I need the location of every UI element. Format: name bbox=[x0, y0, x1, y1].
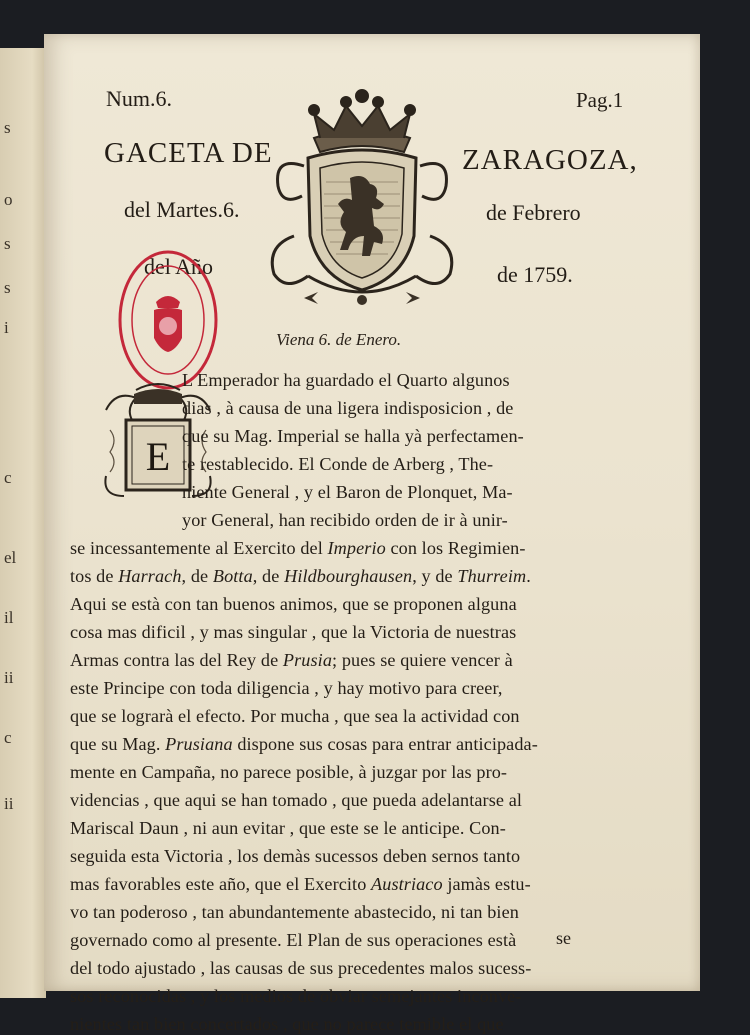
article-line bbox=[182, 482, 513, 503]
article-line bbox=[70, 930, 516, 951]
line-text: videncias , que aqui se han tomado , que pueda adelantarse al bbox=[70, 790, 523, 810]
line-text: que su Mag. bbox=[70, 734, 166, 754]
dateline: Viena 6. de Enero. bbox=[276, 330, 402, 349]
background-edge bbox=[700, 40, 750, 1020]
article-line bbox=[70, 538, 526, 559]
article-line bbox=[182, 454, 493, 475]
article-line bbox=[70, 762, 507, 783]
left-page-edge bbox=[0, 48, 46, 998]
left-page-fragment: i bbox=[4, 318, 9, 337]
article-line bbox=[70, 790, 522, 811]
article-line bbox=[70, 902, 519, 923]
left-page-fragment: el bbox=[4, 548, 17, 567]
italic-name: Imperio bbox=[327, 538, 386, 558]
article-line bbox=[182, 370, 510, 391]
line-text: L Emperador ha guardado el Quarto algunos bbox=[182, 370, 510, 390]
left-page-fragment: c bbox=[4, 728, 12, 747]
line-text: cosa mas dificil , y mas singular , que la Victoria de nuestras bbox=[70, 622, 517, 642]
line-text: Aqui se està con tan buenos animos, que se proponen alguna bbox=[70, 594, 517, 614]
initial-letter: E bbox=[145, 434, 171, 479]
article-line bbox=[70, 1014, 504, 1035]
left-page-fragment: c bbox=[4, 468, 12, 487]
left-page-fragment: ii bbox=[4, 794, 14, 813]
line-text: , y de bbox=[412, 566, 458, 586]
article-line bbox=[70, 706, 520, 727]
issue-number: Num.6. bbox=[106, 86, 172, 111]
line-text: niente General , y el Baron de Plonquet, Ma- bbox=[182, 482, 513, 502]
line-text: este Principe con toda diligencia , y hay motivo para creer, bbox=[70, 678, 503, 698]
left-page-fragment: s bbox=[4, 118, 11, 137]
gazette-page bbox=[44, 34, 700, 1034]
line-text: , de bbox=[181, 566, 213, 586]
left-page-fragment: s bbox=[4, 278, 11, 297]
article-line bbox=[70, 986, 521, 1007]
line-text: del todo ajustado , las causas de sus precedentes malos sucess- bbox=[70, 958, 532, 978]
line-text: mente en Campaña, no parece posible, à juzgar por las pro- bbox=[70, 762, 508, 782]
italic-name: Prusiana bbox=[165, 734, 233, 754]
line-text: mas favorables este año, que el Exercito bbox=[70, 874, 372, 894]
line-text: tos de bbox=[70, 566, 119, 586]
article-line bbox=[70, 566, 531, 587]
line-text: ; pues se quiere vencer à bbox=[332, 650, 513, 670]
line-text: sos reconocidas , y los medios de obviar semejantes inconve- bbox=[70, 986, 522, 1006]
article-line bbox=[182, 398, 513, 419]
left-page-fragment: il bbox=[4, 608, 14, 627]
line-text: seguida esta Victoria , los demàs sucessos deben sernos tanto bbox=[70, 846, 521, 866]
article-line bbox=[70, 622, 516, 643]
article-line bbox=[70, 958, 531, 979]
line-text: jamàs estu- bbox=[442, 874, 531, 894]
line-text: . bbox=[526, 566, 531, 586]
date-right: de Febrero bbox=[486, 200, 581, 225]
year-right: de 1759. bbox=[497, 262, 573, 287]
italic-name: Botta bbox=[212, 566, 253, 586]
article-line bbox=[70, 734, 538, 755]
article-line bbox=[70, 818, 506, 839]
title-left: GACETA DE bbox=[104, 137, 273, 169]
italic-name: Thurreim bbox=[457, 566, 527, 586]
article-line bbox=[70, 594, 517, 615]
article-line bbox=[70, 874, 531, 895]
year-left: del Año bbox=[144, 254, 214, 279]
line-text: dispone sus cosas para entrar anticipada- bbox=[232, 734, 538, 754]
left-page-fragment: o bbox=[4, 190, 13, 209]
italic-name: Harrach bbox=[118, 566, 182, 586]
italic-name: Hildbourghausen bbox=[284, 566, 413, 586]
catchword: se bbox=[556, 928, 571, 948]
line-text: , de bbox=[252, 566, 285, 586]
line-text: yor General, han recibido orden de ir à unir- bbox=[182, 510, 508, 530]
line-text: te restablecido. El Conde de Arberg , The- bbox=[182, 454, 494, 474]
line-text: governado como al presente. El Plan de sus operaciones està bbox=[70, 930, 517, 950]
coat-of-arms-icon bbox=[264, 86, 460, 314]
line-text: dias , à causa de una ligera indisposicion , de bbox=[182, 398, 514, 418]
line-text: que se lograrà el efecto. Por mucha , que sea la actividad con bbox=[70, 706, 520, 726]
line-text: con los Regimien- bbox=[385, 538, 526, 558]
article-line bbox=[70, 678, 503, 699]
line-text: que su Mag. Imperial se halla yà perfectamen- bbox=[182, 426, 524, 446]
page-number: Pag.1 bbox=[576, 88, 624, 112]
left-page-fragment: s bbox=[4, 234, 11, 253]
line-text: Armas contra las del Rey de bbox=[70, 650, 283, 670]
title-right: ZARAGOZA, bbox=[462, 144, 638, 176]
article-line bbox=[182, 510, 508, 531]
left-page-fragment: ii bbox=[4, 668, 14, 687]
line-text: se incessantemente al Exercito del bbox=[70, 538, 328, 558]
article-line bbox=[70, 650, 513, 671]
italic-name: Prusia bbox=[282, 650, 333, 670]
article-line bbox=[70, 846, 520, 867]
date-left: del Martes.6. bbox=[124, 197, 240, 222]
article-line bbox=[182, 426, 524, 447]
line-text: nientes tan bien concertados , que no parece temible el que bbox=[70, 1014, 504, 1034]
line-text: Mariscal Daun , ni aun evitar , que este se le anticipe. Con- bbox=[70, 818, 506, 838]
italic-name: Austriaco bbox=[371, 874, 443, 894]
line-text: vo tan poderoso , tan abundantemente abastecido, ni tan bien bbox=[70, 902, 519, 922]
